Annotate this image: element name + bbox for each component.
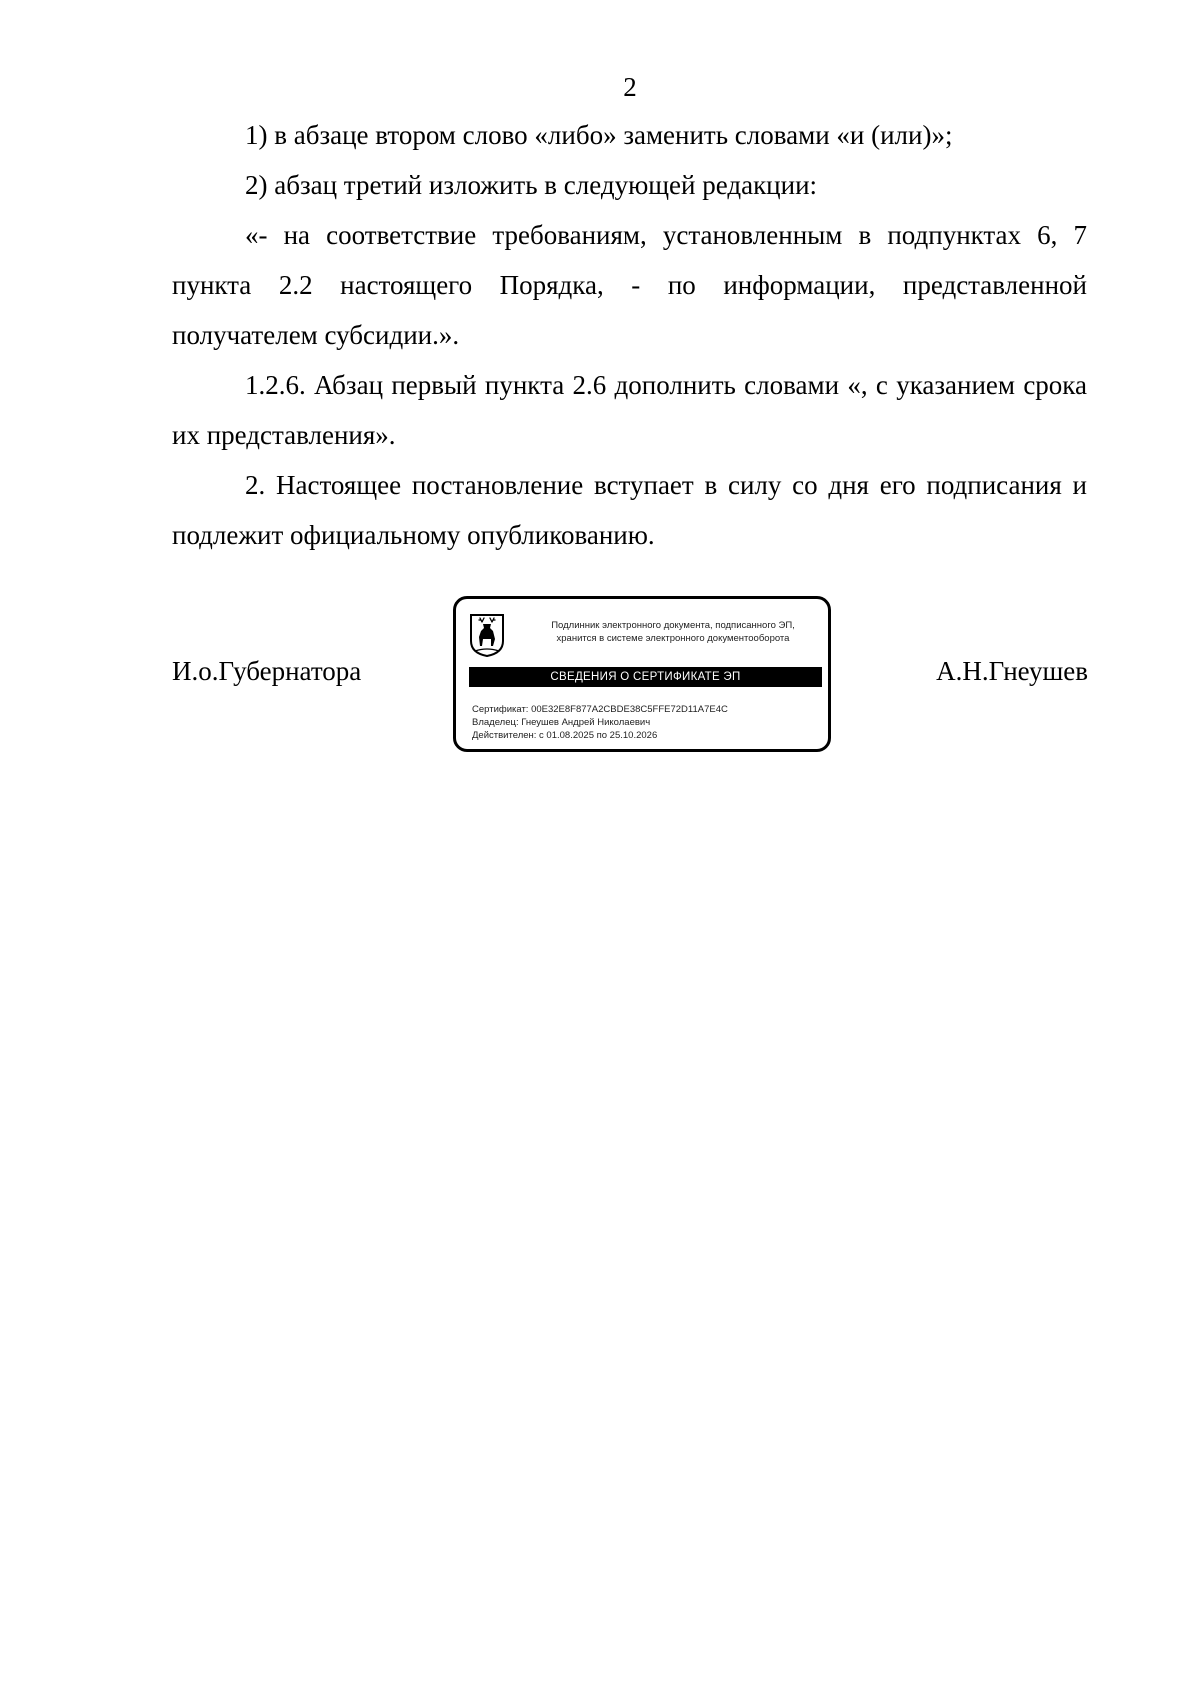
certificate-number: Сертификат: 00E32E8F877A2CBDE38C5FFE72D11A7E4C <box>472 704 728 715</box>
certificate-owner: Владелец: Гнеушев Андрей Николаевич <box>472 717 651 728</box>
paragraph-item-2: 2) абзац третий изложить в следующей редакции: <box>245 170 818 200</box>
stamp-notice <box>518 619 828 645</box>
signatory-title: И.о.Губернатора <box>172 656 362 686</box>
paragraph-quoted-text: «- на соответствие требованиям, установленным в подпунктах 6, 7 пункта 2.2 настоящего Порядка, - по информации, представленной получателем субсидии.». <box>172 220 1087 350</box>
stamp-notice-line-1: Подлинник электронного документа, подписанного ЭП, <box>551 620 795 631</box>
certificate-validity: Действителен: с 01.08.2025 по 25.10.2026 <box>472 730 658 741</box>
stamp-details <box>472 703 728 742</box>
document-body <box>172 110 1087 560</box>
page-number: 2 <box>623 72 637 102</box>
stamp-notice-line-2: хранится в системе электронного документооборота <box>556 633 790 644</box>
paragraph-item-1: 1) в абзаце втором слово «либо» заменить словами «и (или)»; <box>245 120 953 150</box>
electronic-signature-stamp <box>453 596 831 752</box>
paragraph-1-2-6: 1.2.6. Абзац первый пункта 2.6 дополнить словами «, с указанием срока их представления». <box>172 370 1087 450</box>
coat-of-arms-icon <box>469 613 505 657</box>
stamp-header: СВЕДЕНИЯ О СЕРТИФИКАТЕ ЭП <box>469 667 822 687</box>
paragraph-effective-date: 2. Настоящее постановление вступает в силу со дня его подписания и подлежит официальному опубликованию. <box>172 470 1087 550</box>
signatory-name: А.Н.Гнеушев <box>936 656 1088 686</box>
